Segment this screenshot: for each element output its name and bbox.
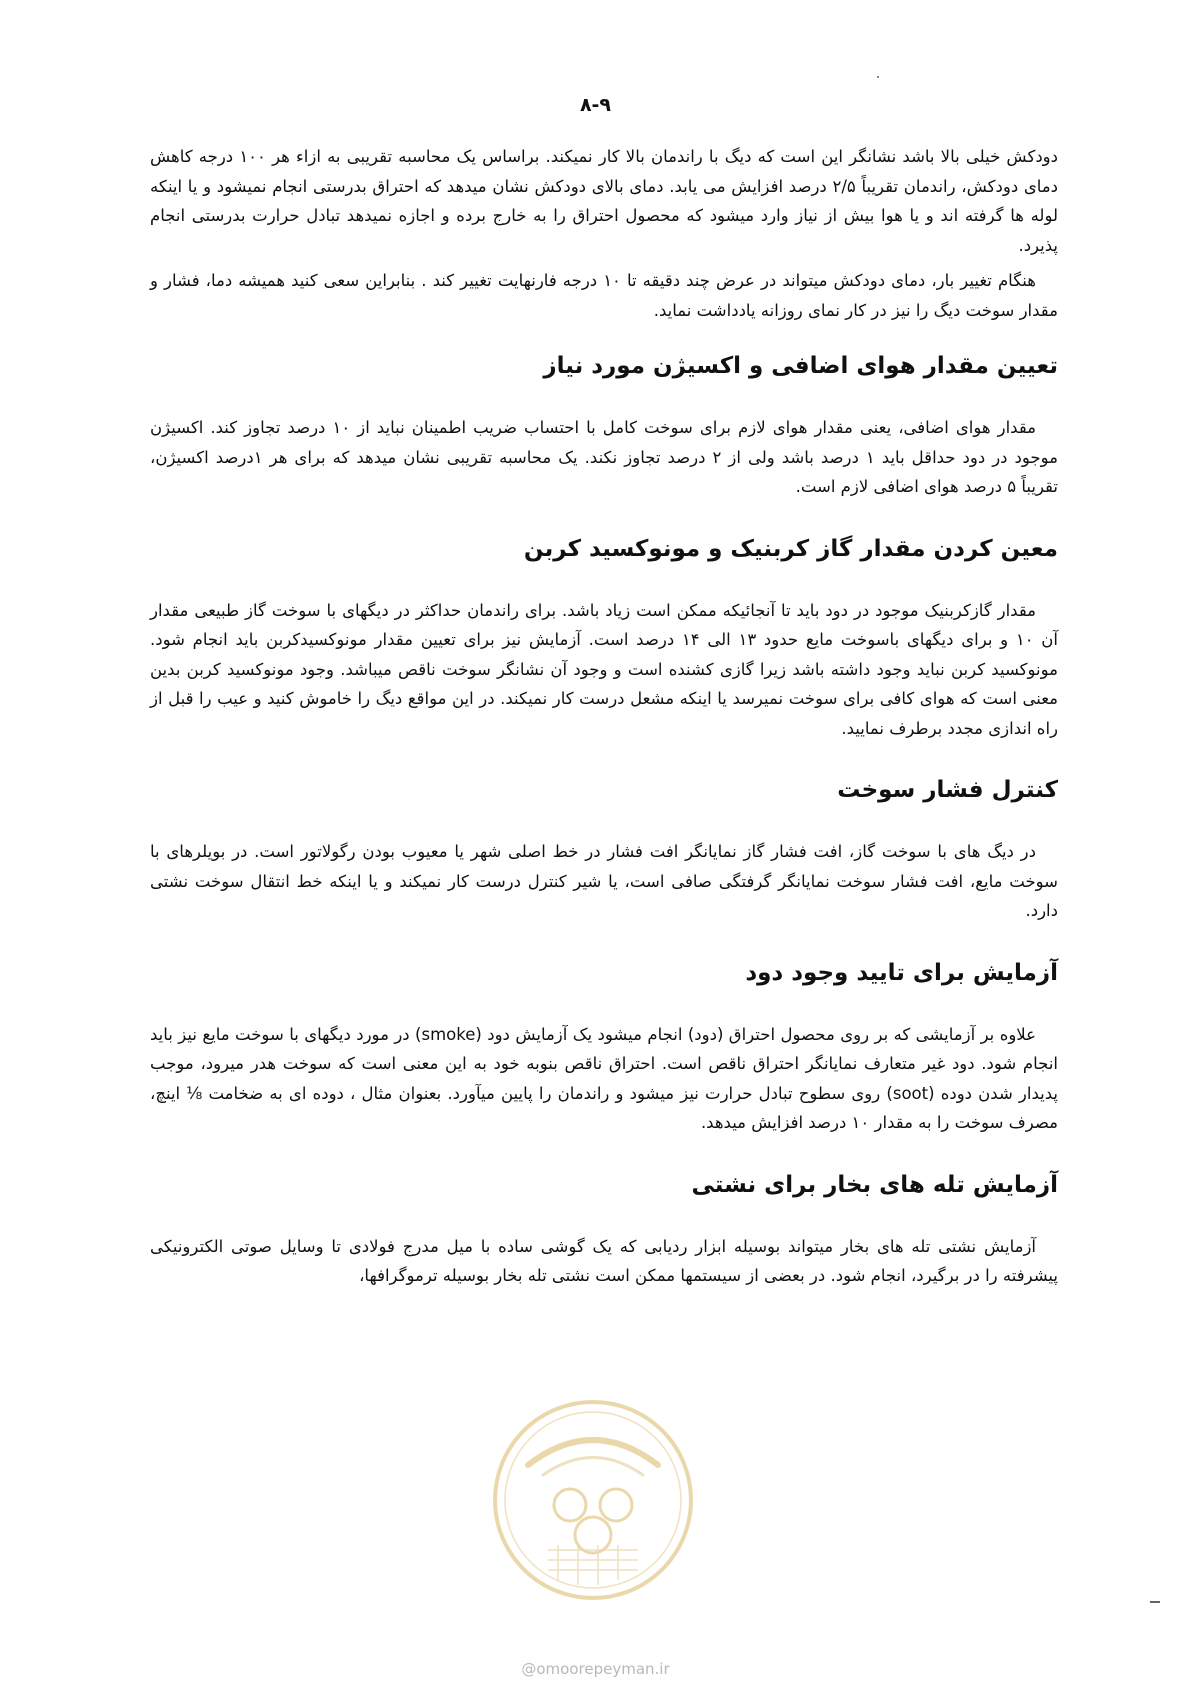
paragraph: آزمایش نشتی تله های بخار میتواند بوسیله ابزار ردیابی که یک گوشی ساده با میل مدرج فولادی تا وسایل صوتی الکترونیکی پیشرفته را در برگیرد، انجام شود. در بعضی از سیستمها ممکن است نشتی تله بخار بوسیله ترموگرافها، — [150, 1236, 1058, 1285]
footer-url: @omoorepeyman.ir — [521, 1660, 670, 1678]
paragraph: هنگام تغییر بار، دمای دودکش میتواند در عرض چند دقیقه تا ۱۰ درجه فارنهایت تغییر کند . بنابراین سعی کنید همیشه دما، فشار و مقدار سوخت دیگ را نیز در کار نمای روزانه یادداشت نماید. — [150, 271, 1058, 320]
margin-mark — [1150, 1601, 1160, 1603]
section-heading-smoke-test: آزمایش برای تایید وجود دود — [745, 959, 1058, 986]
paragraph: علاوه بر آزمایشی که بر روی محصول احتراق (دود) انجام میشود یک آزمایش دود (smoke) در مورد دیگهای با سوخت مایع نیز باید انجام شود. دود غیر متعارف نمایانگر احتراق ناقص است. احتراق ناقص بنوبه خود به این معنی است که سوخت هدر میرود، موجب پدیدار شدن دوده (soot) روی سطوح تبادل حرارت نیز میشود و راندمان را پایین میآورد. بعنوان مثال ، دوده ای به ضخامت ⅛ اینچ، مصرف سوخت را به مقدار ۱۰ درصد افزایش میدهد. — [150, 1024, 1058, 1132]
paragraph: در دیگ های با سوخت گاز، افت فشار گاز نمایانگر افت فشار در خط اصلی شهر یا معیوب بودن رگولاتور است. در بویلرهای با سوخت مایع، افت فشار سوخت نمایانگر گرفتگی صافی است، یا شیر کنترل درست کار نمیکند و یا اینکه خط انتقال سوخت نشتی دارد. — [150, 842, 1058, 920]
page-number: ۸-۹ — [579, 94, 612, 116]
section-heading-co2-co: معین کردن مقدار گاز کربنیک و مونوکسید کربن — [523, 535, 1058, 562]
section-heading-fuel-pressure: کنترل فشار سوخت — [837, 777, 1058, 803]
scan-dot — [877, 76, 879, 78]
watermark-seal-icon — [488, 1395, 698, 1605]
section-heading-excess-air: تعیین مقدار هوای اضافی و اکسیژن مورد نیاز — [543, 353, 1058, 379]
paragraph: مقدار گازکربنیک موجود در دود باید تا آنجائیکه ممکن است زیاد باشد. برای راندمان حداکثر در دیگهای با سوخت گاز طبیعی مقدار آن ۱۰ و برای دیگهای باسوخت مایع حدود ۱۳ الی ۱۴ درصد است. آزمایش نیز برای تعیین مقدار مونوکسیدکربن باید انجام شود. مونوکسید کربن نباید وجود داشته باشد زیرا گازی کشنده است و وجود آن نشانگر سوخت ناقص میباشد. وجود مونوکسید کربن بدین معنی است که هوای کافی برای سوخت نمیرسد یا اینکه مشعل درست کار نمیکند. در این مواقع دیگ را خاموش کنید و عیب را قبل از راه اندازی مجدد برطرف نمایید. — [150, 600, 1059, 738]
paragraph: مقدار هوای اضافی، یعنی مقدار هوای لازم برای سوخت کامل با احتساب ضریب اطمینان نباید از ۱۰ درصد تجاوز کند. اکسیژن موجود در دود حداقل باید ۱ درصد باشد ولی از ۲ درصد تجاوز نکند. یک محاسبه تقریبی نشان میدهد که برای هر ۱درصد اکسیژن، تقریباً ۵ درصد هوای اضافی لازم است. — [150, 418, 1058, 496]
document-body — [150, 142, 1058, 1297]
section-heading-steam-traps: آزمایش تله های بخار برای نشتی — [691, 1171, 1058, 1198]
paragraph: دودکش خیلی بالا باشد نشانگر این است که دیگ با راندمان بالا کار نمیکند. براساس یک محاسبه تقریبی به ازاء هر ۱۰۰ درجه کاهش دمای دودکش، راندمان تقریباً ۲/۵ درصد افزایش می یابد. دمای بالای دودکش نشان میدهد که احتراق بدرستی انجام نمیشود و یا اینکه لوله ها گرفته اند و یا هوا بیش از نیاز وارد میشود که محصول احتراق را به خارج برده و اجازه نمیدهد تبادل حرارت بدرستی انجام پذیرد. — [150, 147, 1058, 255]
